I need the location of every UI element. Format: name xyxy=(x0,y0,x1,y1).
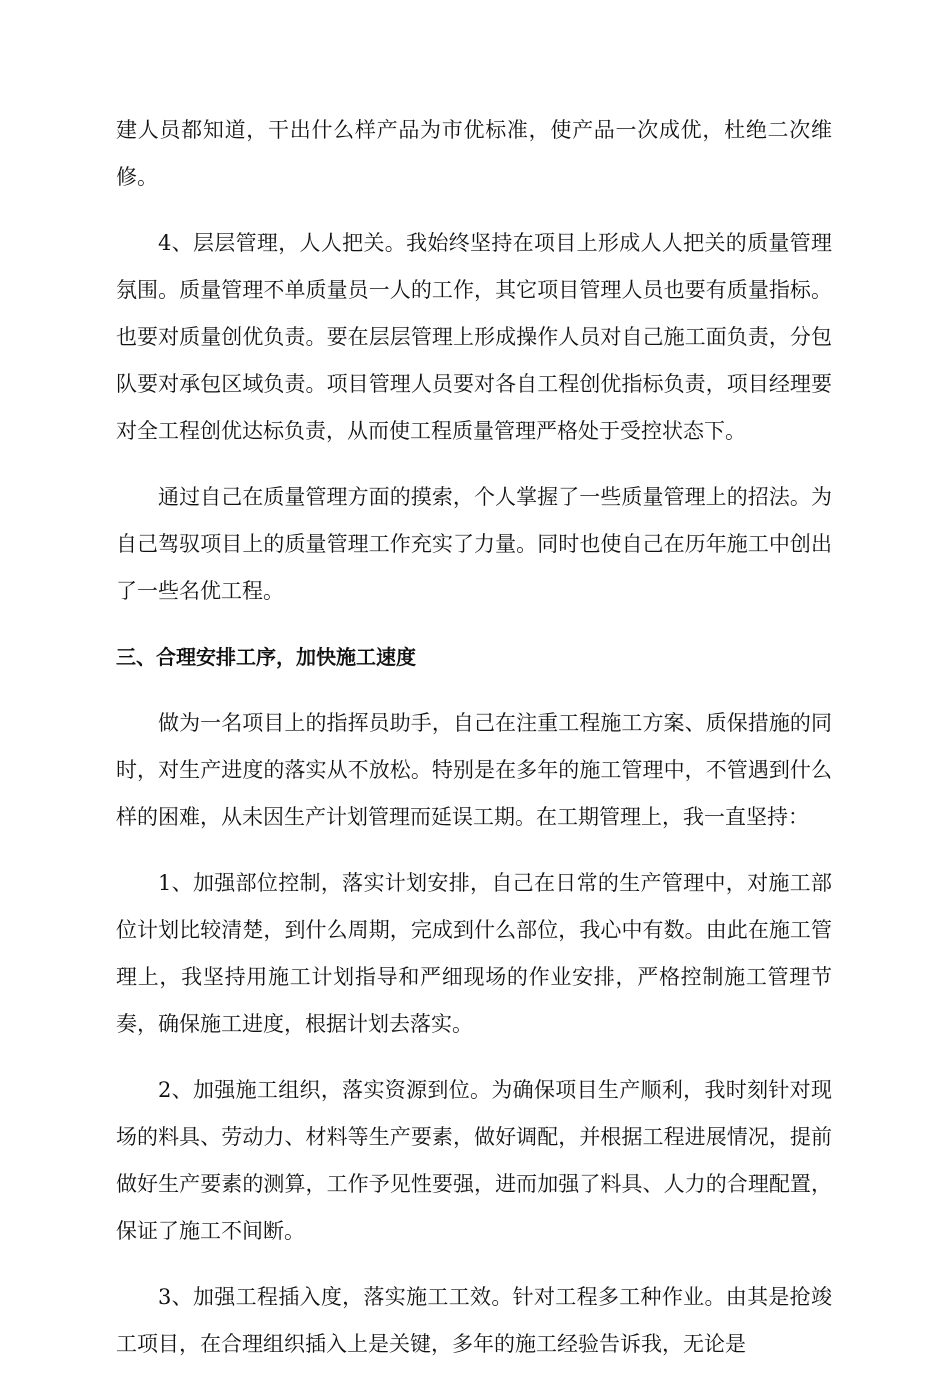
paragraph-continuation: 建人员都知道，干出什么样产品为市优标准，使产品一次成优，杜绝二次维修。 xyxy=(116,118,832,189)
section-heading: 三、合理安排工序，加快施工速度 xyxy=(116,645,416,669)
paragraph-schedule-intro: 做为一名项目上的指挥员助手，自己在注重工程施工方案、质保措施的同时，对生产进度的落实从不放松。特别是在多年的施工管理中，不管遇到什么样的困难，从未因生产计划管理而延误工期。在工期管理上，我一直坚持： xyxy=(116,711,832,829)
paragraph-item-1: 1、加强部位控制，落实计划安排，自己在日常的生产管理中，对施工部位计划比较清楚，到什么周期，完成到什么部位，我心中有数。由此在施工管理上，我坚持用施工计划指导和严细现场的作业安排，严格控制施工管理节奏，确保施工进度，根据计划去落实。 xyxy=(116,871,832,1036)
paragraph-item-2: 2、加强施工组织，落实资源到位。为确保项目生产顺利，我时刻针对现场的料具、劳动力、材料等生产要素，做好调配，并根据工程进展情况，提前做好生产要素的测算，工作予见性要强，进而加强了料具、人力的合理配置，保证了施工不间断。 xyxy=(116,1078,832,1243)
paragraph-quality-summary: 通过自己在质量管理方面的摸索，个人掌握了一些质量管理上的招法。为自己驾驭项目上的质量管理工作充实了力量。同时也使自己在历年施工中创出了一些名优工程。 xyxy=(116,485,832,603)
paragraph-layered-management: 4、层层管理，人人把关。我始终坚持在项目上形成人人把关的质量管理氛围。质量管理不单质量员一人的工作，其它项目管理人员也要有质量指标。也要对质量创优负责。要在层层管理上形成操作人员对自己施工面负责，分包队要对承包区域负责。项目管理人员要对各自工程创优指标负责，项目经理要对全工程创优达标负责，从而使工程质量管理严格处于受控状态下。 xyxy=(116,231,832,443)
paragraph-item-3: 3、加强工程插入度，落实施工工效。针对工程多工种作业。由其是抢竣工项目，在合理组织插入上是关键，多年的施工经验告诉我，无论是 xyxy=(116,1285,832,1356)
document-page xyxy=(116,107,832,1387)
